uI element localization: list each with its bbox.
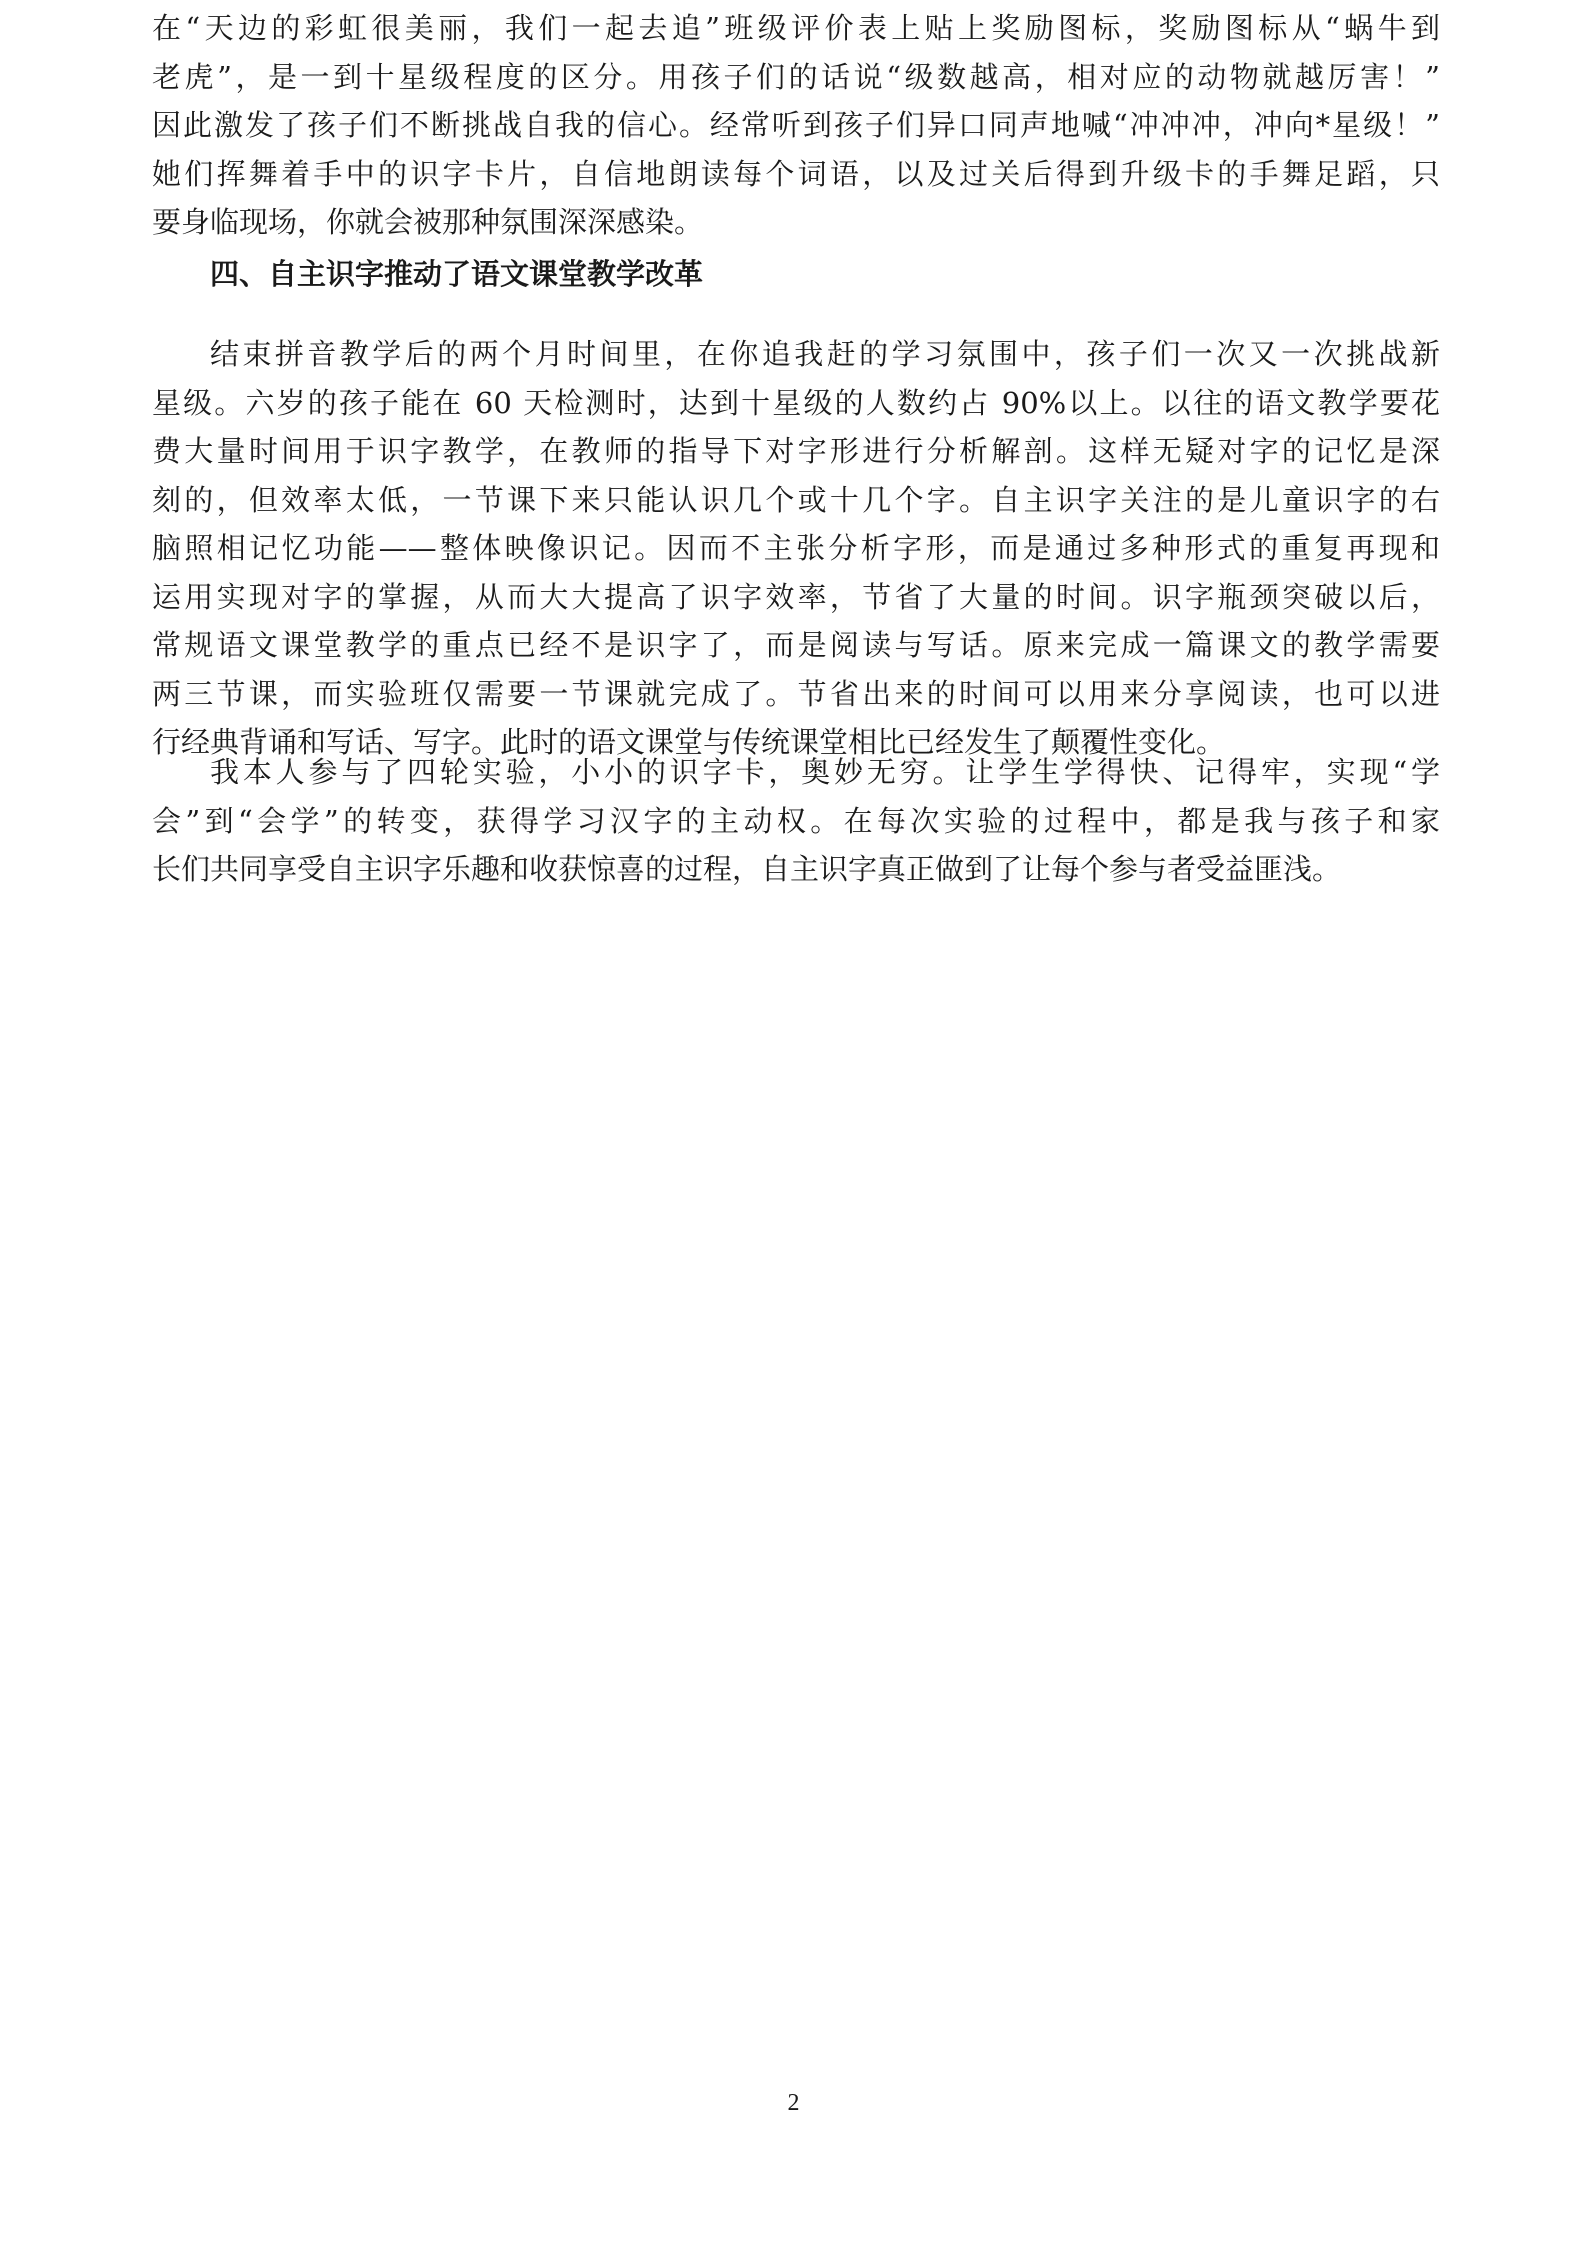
paragraph-line: 在“天边的彩虹很美丽，我们一起去追”班级评价表上贴上奖励图标，奖励图标从“蜗牛到	[152, 11, 1440, 45]
section-heading: 四、自主识字推动了语文课堂教学改革	[210, 257, 704, 291]
paragraph-line: 费大量时间用于识字教学，在教师的指导下对字形进行分析解剖。这样无疑对字的记忆是深	[152, 434, 1440, 468]
paragraph-line: 行经典背诵和写话、写字。此时的语文课堂与传统课堂相比已经发生了颠覆性变化。	[152, 725, 1226, 759]
paragraph-reward-chart	[152, 4, 1440, 247]
paragraph-line: 结束拼音教学后的两个月时间里，在你追我赶的学习氛围中，孩子们一次又一次挑战新	[210, 337, 1440, 371]
page-number: 2	[787, 2090, 800, 2116]
paragraph-line: 脑照相记忆功能——整体映像识记。因而不主张分析字形，而是通过多种形式的重复再现和	[152, 531, 1440, 565]
paragraph-line: 老虎”，是一到十星级程度的区分。用孩子们的话说“级数越高，相对应的动物就越厉害！”	[152, 59, 1440, 94]
paragraph-line: 常规语文课堂教学的重点已经不是识字了，而是阅读与写话。原来完成一篇课文的教学需要	[152, 628, 1440, 662]
paragraph-line: 因此激发了孩子们不断挑战自我的信心。经常听到孩子们异口同声地喊“冲冲冲，冲向*星级！”	[152, 108, 1440, 142]
paragraph-line: 刻的，但效率太低，一节课下来只能认识几个或十几个字。自主识字关注的是儿童识字的右	[152, 482, 1440, 517]
paragraph-line: 她们挥舞着手中的识字卡片，自信地朗读每个词语，以及过关后得到升级卡的手舞足蹈，只	[152, 156, 1440, 191]
paragraph-line: 运用实现对字的掌握，从而大大提高了识字效率，节省了大量的时间。识字瓶颈突破以后，	[152, 579, 1440, 614]
paragraph-line: 要身临现场，你就会被那种氛围深深感染。	[152, 205, 704, 239]
paragraph-line: 星级。六岁的孩子能在 60 天检测时，达到十星级的人数约占 90%以上。以往的语文教学要花	[152, 385, 1440, 420]
paragraph-personal-experience	[152, 748, 1440, 894]
paragraph-line: 我本人参与了四轮实验，小小的识字卡，奥妙无穷。让学生学得快、记得牢，实现“学	[210, 755, 1440, 789]
paragraph-line: 两三节课，而实验班仅需要一节课就完成了。节省出来的时间可以用来分享阅读，也可以进	[152, 676, 1440, 711]
paragraph-classroom-reform	[152, 330, 1440, 767]
paragraph-line: 长们共同享受自主识字乐趣和收获惊喜的过程，自主识字真正做到了让每个参与者受益匪浅。	[152, 852, 1342, 886]
paragraph-line: 会”到“会学”的转变，获得学习汉字的主动权。在每次实验的过程中，都是我与孩子和家	[152, 803, 1440, 838]
